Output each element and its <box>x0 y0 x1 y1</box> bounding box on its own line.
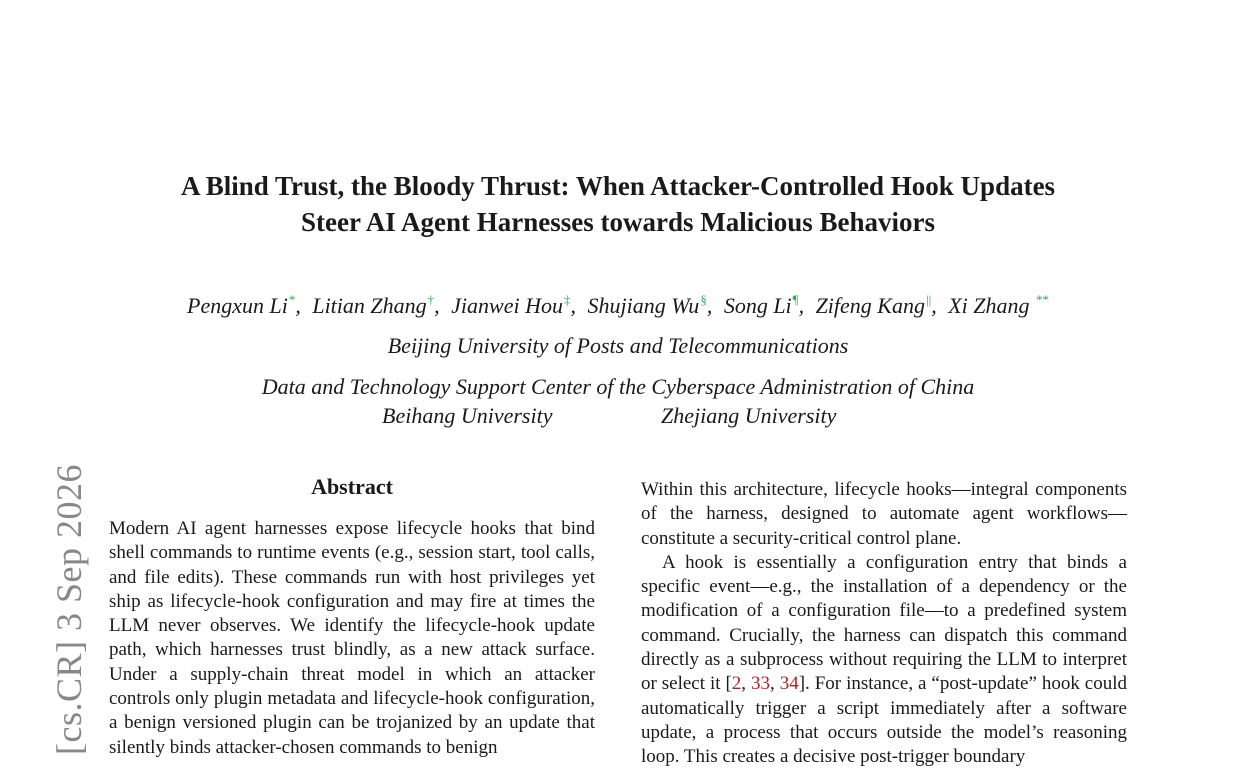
author-name: Song Li <box>723 293 792 318</box>
citation-link[interactable]: 2 <box>731 673 742 695</box>
author-footnote-mark[interactable]: ** <box>1035 292 1049 307</box>
author-list: Pengxun Li*, Litian Zhang†, Jianwei Hou‡, Shujiang Wu§, Song Li¶, Zifeng Kang||, Xi Zhang ** <box>187 292 1049 318</box>
affiliation-zhejiang: Zhejiang University <box>661 403 837 428</box>
author-footnote-mark[interactable]: ‡ <box>563 292 571 307</box>
intro-column <box>641 478 1127 770</box>
author-name: Xi Zhang <box>948 293 1030 318</box>
abstract-body <box>109 517 595 760</box>
affiliation-beihang: Beihang University <box>382 403 553 428</box>
intro-paragraph-1: Within this architecture, lifecycle hooks—integral components of the harness, designed to automate agent workflows—constitute a security-critical control plane. <box>641 479 1127 549</box>
arxiv-identifier: [cs.CR] 3 Sep 2026 <box>49 464 89 755</box>
author-footnote-mark[interactable]: * <box>288 292 296 307</box>
citation-separator: , <box>741 673 751 695</box>
author-name: Shujiang Wu <box>587 293 700 318</box>
paragraph-text: A hook is essentially a configuration entry that binds a specific event—e.g., the installation of a dependency or the modification of a configuration file—to a predefined system command. Crucially, the harness can dispatch this command directly as a subprocess without requiring the LLM to interpret or select it [ <box>641 551 1127 695</box>
title-line-1: A Blind Trust, the Bloody Thrust: When Attacker-Controlled Hook Updates <box>180 171 1056 201</box>
author-name: Zifeng Kang <box>815 293 925 318</box>
intro-paragraph-2 <box>641 551 1127 770</box>
affiliation-bupt: Beijing University of Posts and Telecommunications <box>387 333 849 358</box>
author-footnote-mark[interactable]: || <box>925 292 932 307</box>
author-name: Pengxun Li <box>187 293 288 318</box>
author-footnote-mark[interactable]: † <box>427 292 435 307</box>
citation-separator: , <box>770 673 780 695</box>
affiliation-cac: Data and Technology Support Center of the Cyberspace Administration of China <box>261 374 975 399</box>
citation-link[interactable]: 33 <box>751 673 770 695</box>
author-footnote-mark[interactable]: § <box>700 292 707 307</box>
citation-link[interactable]: 34 <box>779 673 799 695</box>
title-line-2: Steer AI Agent Harnesses towards Malicious Behaviors <box>301 207 935 237</box>
author-footnote-mark[interactable]: ¶ <box>792 292 799 307</box>
abstract-heading: Abstract <box>311 474 393 499</box>
author-name: Litian Zhang <box>312 293 427 318</box>
abstract-text: Modern AI agent harnesses expose lifecycle hooks that bind shell commands to runtime events (e.g., session start, tool calls, and file edits). These commands run with host privileges yet ship as lifecycle-hook configuration and may fire at times the LLM never observes. We identify the lifecycle-hook update path, which harnesses trust blindly, as a new attack surface. Under a supply-chain threat model in which an attacker controls only plugin metadata and lifecycle-hook configuration, a benign versioned plugin can be trojanized by an update that silently binds attacker-chosen commands to benign <box>109 518 595 758</box>
author-name: Jianwei Hou <box>451 293 563 318</box>
paper-title <box>0 168 1236 240</box>
paragraph-text: ]. For instance, a “post-update” hook could automatically trigger a script immediately after a software update, a process that occurs outside the model’s reasoning loop. This creates a decisive post-trigger boundary <box>641 673 1127 768</box>
